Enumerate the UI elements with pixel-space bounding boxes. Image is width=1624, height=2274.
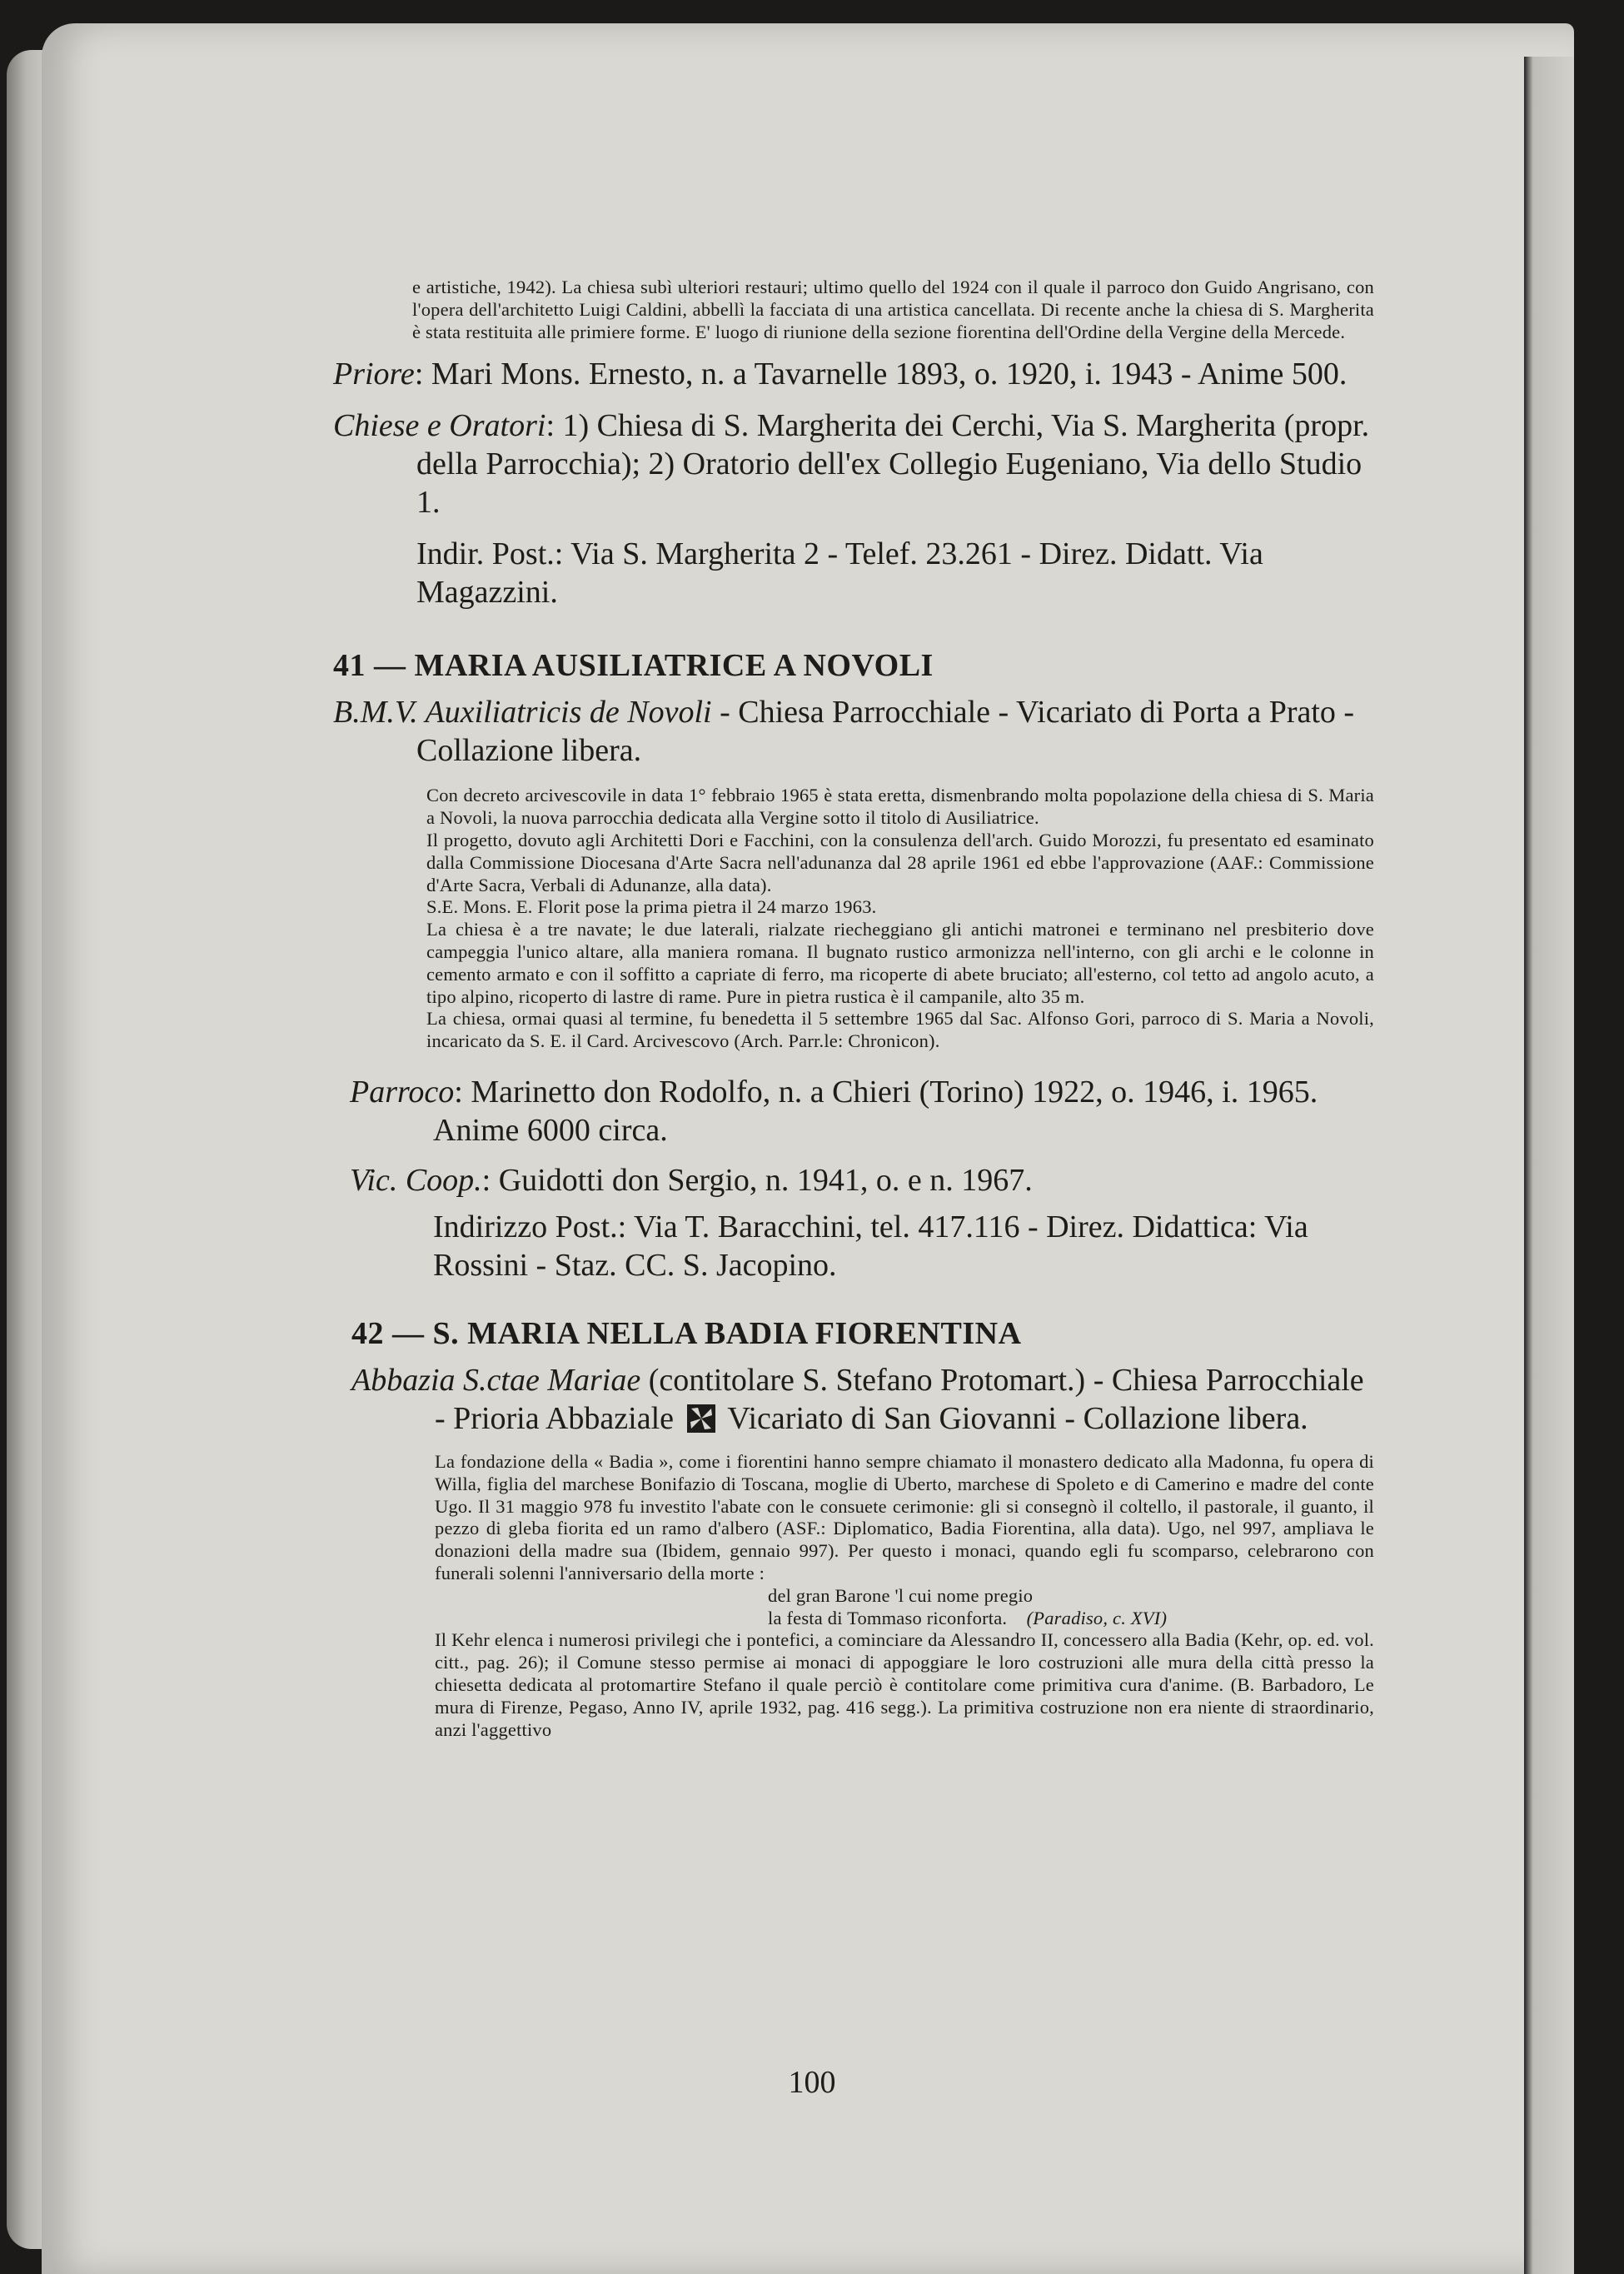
indirizzo-41: Indirizzo Post.: Via T. Baracchini, tel. 417.116 - Direz. Didattica: Via Rossini - Staz. CC. S. Jacopino.: [433, 1209, 1308, 1283]
dante-quote: [435, 1585, 1374, 1630]
quote-line: [768, 1608, 1374, 1630]
vic-coop-text: Guidotti don Sergio, n. 1941, o. e n. 1967.: [498, 1162, 1033, 1198]
paragraph: Il Kehr elenca i numerosi privilegi che i pontefici, a cominciare da Alessandro II, concessero alla Badia (Kehr, op. ed. vol. citt., pag. 26); il Comune stesso permise ai monaci di appoggiare le loro costruzioni alle mura della città presso la chiesetta dedicata al protomartire Stefano il quale perciò è contitolare come primitiva cura d'anime. (B. Barbadoro, Le mura di Firenze, Pegaso, Anno IV, aprile 1932, pag. 416 segg.). La primitiva costruzione non era niente di straordinario, anzi l'aggettivo: [435, 1629, 1374, 1740]
paragraph: Il progetto, dovuto agli Architetti Dori e Facchini, con la consulenza dell'arch. Guido Morozzi, fu presentato ed esaminato dalla Commissione Diocesana d'Arte Sacra nell'adunanza dal 28 aprile 1961 ed ebbe l'approvazione (AAF.: Commissione d'Arte Sacra, Verbali di Adunanze, alla data).: [426, 829, 1374, 895]
carryover-paragraph: e artistiche, 1942). La chiesa subì ulteriori restauri; ultimo quello del 1924 con il quale il parroco don Guido Angrisano, con l'opera dell'architetto Luigi Caldini, abbellì la facciata di una artistica cancellata. Di recente anche la chiesa di S. Margherita è stata restituita alle primiere forme. E' luogo di riunione della sezione fiorentina dell'Ordine della Vergine della Mercede.: [412, 277, 1374, 342]
chiese-text: 1) Chiesa di S. Margherita dei Cerchi, Via S. Margherita (propr. della Parrocchia); 2) Oratorio dell'ex Collegio Eugeniano, Via dello Studio 1.: [416, 408, 1370, 521]
quote-citation: (Paradiso, c. XVI): [1026, 1607, 1168, 1628]
section-41: [333, 646, 1374, 1284]
priore-entry: Priore: Mari Mons. Ernesto, n. a Tavarnelle 1893, o. 1920, i. 1943 - Anime 500.: [333, 357, 1348, 392]
priore-text: Mari Mons. Ernesto, n. a Tavarnelle 1893, o. 1920, i. 1943 - Anime 500.: [431, 357, 1348, 392]
section-42-subtitle-b: Vicariato di San Giovanni - Collazione libera.: [727, 1400, 1308, 1436]
paragraph: S.E. Mons. E. Florit pose la prima pietra il 24 marzo 1963.: [426, 896, 877, 918]
parroco-label: Parroco: [350, 1074, 455, 1110]
vic-coop-entry: Vic. Coop.: Guidotti don Sergio, n. 1941, o. e n. 1967.: [350, 1162, 1033, 1198]
vic-coop-label: Vic. Coop.: [350, 1162, 482, 1198]
chiese-entry: Chiese e Oratori: 1) Chiesa di S. Margherita dei Cerchi, Via S. Margherita (propr. della Parrocchia); 2) Oratorio dell'ex Collegio Eugeniano, Via dello Studio 1.: [333, 408, 1370, 521]
maltese-cross-icon: [687, 1404, 715, 1433]
section-41-latin-title: B.M.V. Auxiliatricis de Novoli: [333, 695, 712, 731]
section-42-body: [333, 1451, 1374, 1741]
indirizzo-40: Indir. Post.: Via S. Margherita 2 - Telef. 23.261 - Direz. Didatt. Via Magazzini.: [416, 536, 1263, 611]
section-41-subtitle: [333, 693, 1374, 770]
paragraph: La fondazione della « Badia », come i fiorentini hanno sempre chiamato il monastero dedicato alla Madonna, fu opera di Willa, figlia del marchese Bonifazio di Toscana, moglie di Uberto, marchese di Spoleto e di Camerino e madre del conte Ugo. Il 31 maggio 978 fu investito l'abate con le consuete cerimonie: gli si consegnò il coltello, il pastorale, il guanto, il pezzo di gleba fiorita ed un ramo d'albero (ASF.: Diplomatico, Badia Fiorentina, alla data). Ugo, nel 997, ampliava le donazioni della madre sua (Ibidem, gennaio 997). Per questo i monaci, quando egli fu scomparso, celebrarono con funerali solenni l'anniversario della morte :: [435, 1450, 1374, 1583]
section-42-heading: 42 — S. MARIA NELLA BADIA FIORENTINA: [351, 1315, 1022, 1351]
quote-line-text: la festa di Tommaso riconforta.: [768, 1607, 1008, 1628]
chiese-label: Chiese e Oratori: [333, 408, 546, 444]
page-content: [333, 277, 1374, 1741]
priore-label: Priore: [333, 357, 415, 392]
paragraph: La chiesa, ormai quasi al termine, fu benedetta il 5 settembre 1965 dal Sac. Alfonso Gori, parroco di S. Maria a Novoli, incaricato da S. E. il Card. Arcivescovo (Arch. Parr.le: Chronicon).: [426, 1008, 1374, 1052]
section-42-subtitle: [333, 1361, 1374, 1438]
section-42-subtitle-a: (contitolare S. Stefano Protomart.) - Chiesa Parrocchiale - Prioria Abbaziale: [435, 1362, 1364, 1436]
quote-line: del gran Barone 'l cui nome pregio: [768, 1584, 1034, 1606]
section-42-latin-title: Abbazia S.ctae Mariae: [351, 1362, 641, 1398]
facing-page-edge: [1524, 57, 1574, 2274]
section-41-subtitle-rest: - Chiesa Parrocchiale - Vicariato di Porta a Prato - Collazione libera.: [416, 695, 1355, 769]
paragraph: La chiesa è a tre navate; le due laterali, rialzate riecheggiano gli antichi matronei e terminano nel presbiterio dove campeggia l'unico altare, alla maniera romana. Il bugnato rustico armonizza nell'interno, con gli archi e le colonne in cemento armato e con il soffitto a capriate di ferro, ma ricoperte di abete bruciato; all'esterno, col tetto ad angolo acuto, a tipo alpino, ricoperto di lastre di rame. Pure in pietra rustica è il campanile, alto 35 m.: [426, 919, 1374, 1007]
page-number: 100: [788, 2065, 836, 2100]
section-41-heading: 41 — MARIA AUSILIATRICE A NOVOLI: [333, 648, 934, 684]
section-40-details: [333, 355, 1374, 611]
section-42: [333, 1314, 1374, 1741]
paragraph: Con decreto arcivescovile in data 1° febbraio 1965 è stata eretta, dismenbrando molta popolazione della chiesa di S. Maria a Novoli, la nuova parrocchia dedicata alla Vergine sotto il titolo di Ausiliatrice.: [426, 785, 1374, 829]
parroco-entry: Parroco: Marinetto don Rodolfo, n. a Chieri (Torino) 1922, o. 1946, i. 1965. Anime 6000 circa.: [350, 1074, 1318, 1148]
parroco-text: Marinetto don Rodolfo, n. a Chieri (Torino) 1922, o. 1946, i. 1965. Anime 6000 circa.: [433, 1074, 1318, 1148]
section-41-body: [333, 785, 1374, 1053]
